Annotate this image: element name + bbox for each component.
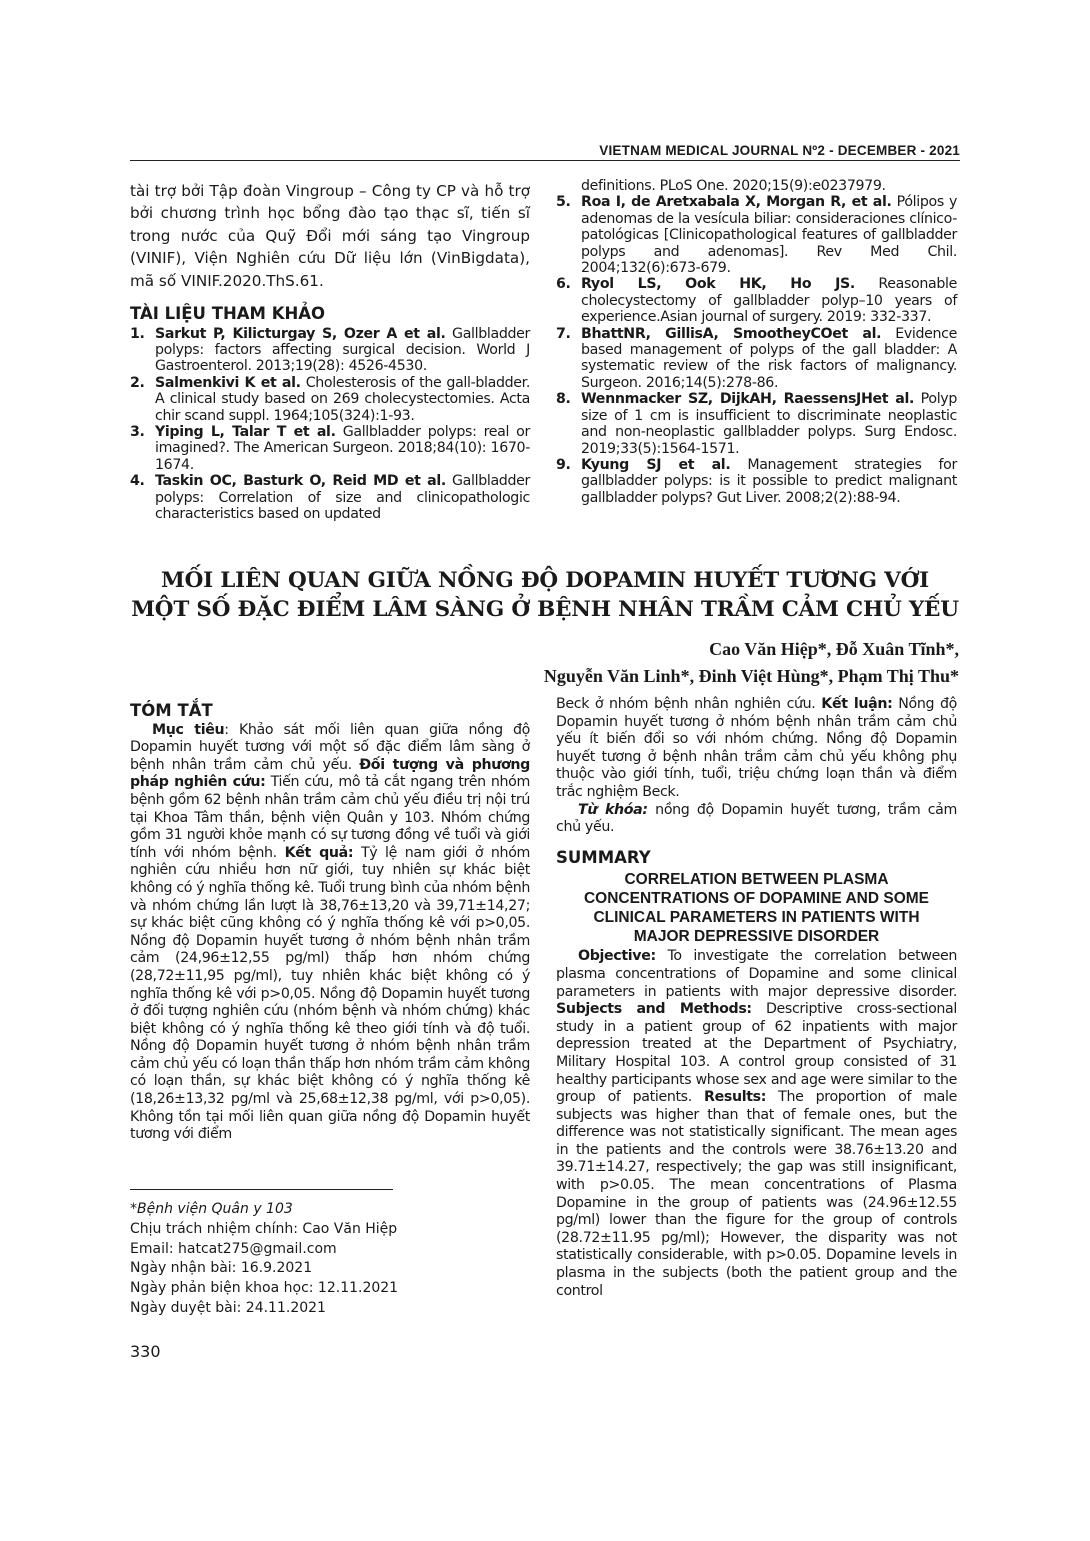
footnote-received: Ngày nhận bài: 16.9.2021 xyxy=(130,1260,313,1277)
abstract-vi-continuation: Beck ở nhóm bệnh nhân nghiên cứu. Kết luận: Nồng độ Dopamin huyết tương ở nhóm bệnh nhân trầm cảm chủ yếu ít biến đổi so với nhóm chứng. Nồng độ Dopamin huyết tương ở bệnh nhân trầm cảm chủ yếu không phụ thuộc vào giới tính, tuổi, triệu chứng loạn thần và điểm trắc nghiệm Beck. xyxy=(556,696,957,800)
abstract-en-column xyxy=(556,696,957,1300)
footnote-email: Email: hatcat275@gmail.com xyxy=(130,1240,337,1257)
footnote xyxy=(130,1200,530,1319)
article-title xyxy=(130,566,960,624)
reference-item: 6. Ryol LS, Ook HK, Ho JS. Reasonable cholecystectomy of gallbladder polyp–10 years of experience.Asian journal of surgery. 2019: 332-337. xyxy=(556,276,957,326)
keywords: Từ khóa: nồng độ Dopamin huyết tương, trầm cảm chủ yếu. xyxy=(556,801,957,836)
summary-heading: SUMMARY xyxy=(556,847,651,867)
abstract-vi-text: Mục tiêu: Khảo sát mối liên quan giữa nồng độ Dopamin huyết tương với một số đặc điểm lâm sàng ở bệnh nhân trầm cảm chủ yếu. Đối tượng và phương pháp nghiên cứu: Tiến cứu, mô tả cắt ngang trên nhóm bệnh gồm 62 bệnh nhân trầm cảm chủ yếu điều trị nội trú tại Khoa Tâm thần, bệnh viện Quân y 103. Nhóm chứng gồm 31 người khỏe mạnh có sự tương đồng về tuổi và giới tính với nhóm bệnh. Kết quả: Tỷ lệ nam giới ở nhóm nghiên cứu nhiều hơn nữ giới, tuy nhiên sự khác biệt không có ý nghĩa thống kê. Tuổi trung bình của nhóm bệnh và nhóm chứng lần lượt là 38,76±13,20 và 39,71±14,27; sự khác biệt cũng không có ý nghĩa thống kê với p>0,05. Nồng độ Dopamin huyết tương ở nhóm bệnh nhân trầm cảm (24,96±12,55 pg/ml) thấp hơn nhóm chứng (28,72±11,95 pg/ml), tuy nhiên khác biệt không có ý nghĩa thống kê với p>0,05. Nồng độ Dopamin huyết tương ở đối tượng nghiên cứu (nhóm bệnh và nhóm chứng) khác biệt không có ý nghĩa thống kê theo giới tính và độ tuổi. Nồng độ Dopamin huyết tương ở nhóm bệnh nhân trầm cảm chủ yếu có loạn thần thấp hơn nhóm trầm cảm không có loạn thần, sự khác biệt không có ý nghĩa thống kê (18,26±13,32 pg/ml và 25,68±12,38 pg/ml, với p>0,05). Không tồn tại mối liên quan giữa nồng độ Dopamin huyết tương với điểm xyxy=(130,721,531,1143)
abstract-vi-column xyxy=(130,702,530,1144)
article-authors xyxy=(544,636,959,690)
summary-title: CORRELATION BETWEEN PLASMA CONCENTRATIONS OF DOPAMINE AND SOME CLINICAL PARAMETERS IN PATIENTS WITH MAJOR DEPRESSIVE DISORDER xyxy=(583,871,930,946)
reference-item: 3. Yiping L, Talar T et al. Gallbladder polyps: real or imagined?. The American Surgeon. 2018;84(10): 1670-1674. xyxy=(130,424,530,473)
summary-text: Objective: To investigate the correlation between plasma concentrations of Dopamine and some clinical parameters in patients with major depressive disorder. Subjects and Methods: Descriptive cross-sectional study in a patient group of 62 inpatients with major depression treated at the Department of Psychiatry, Military Hospital 103. A control group consisted of 31 healthy participants whose sex and age were similar to the group of patients. Results: The proportion of male subjects was higher than that of female ones, but the difference was not statistically significant. The mean ages in the patients and the controls were 38.76±13.20 and 39.71±14.27, respectively; the gap was still insignificant, with p>0.05. The mean concentrations of Plasma Dopamine in the group of patients was (24.96±12.55 pg/ml) lower than the figure for the group of controls (28.72±11.95 pg/ml); However, the disparity was not statistically considerable, with p>0.05. Dopamine levels in plasma in the subjects (both the patient group and the control xyxy=(556,948,957,1299)
article-title-line: MỐI LIÊN QUAN GIỮA NỒNG ĐỘ DOPAMIN HUYẾT TƯƠNG VỚI xyxy=(161,568,929,593)
footnote-affiliation: *Bệnh viện Quân y 103 xyxy=(130,1201,293,1217)
reference-item: 8. Wennmacker SZ, DijkAH, RaessensJHet al. Polyp size of 1 cm is insufficient to discriminate neoplastic and non-neoplastic gallbladder polyps. Surg Endosc. 2019;33(5):1564-1571. xyxy=(556,391,958,457)
abstract-heading: TÓM TẮT xyxy=(130,701,213,720)
header-rule xyxy=(130,160,960,161)
reference-item: 4. Taskin OC, Basturk O, Reid MD et al. Gallbladder polyps: Correlation of size and clinicopathologic characteristics based on updated xyxy=(130,473,530,523)
page-number: 330 xyxy=(130,1342,161,1361)
reference-item: 9. Kyung SJ et al. Management strategies for gallbladder polyps: is it possible to predict malignant gallbladder polyps? Gut Liver. 2008;2(2):88-94. xyxy=(556,456,957,506)
reference-item: 5. Roa I, de Aretxabala X, Morgan R, et al. Pólipos y adenomas de la vesícula biliar: consideraciones clínico-patológicas [Clinicopathological features of gallbladder polyps and adenomas]. Rev Med Chil. 2004;132(6):673-679. xyxy=(556,194,958,277)
footnote-accepted: Ngày duyệt bài: 24.11.2021 xyxy=(130,1299,326,1316)
journal-header: VIETNAM MEDICAL JOURNAL Nº2 - DECEMBER - 2021 xyxy=(599,143,960,158)
footnote-responsible: Chịu trách nhiệm chính: Cao Văn Hiệp xyxy=(130,1220,398,1237)
footnote-reviewed: Ngày phản biện khoa học: 12.11.2021 xyxy=(130,1280,399,1297)
authors-line: Cao Văn Hiệp*, Đỗ Xuân Tĩnh*, xyxy=(709,639,959,659)
footnote-rule xyxy=(130,1189,393,1190)
article-title-line: MỘT SỐ ĐẶC ĐIỂM LÂM SÀNG Ở BỆNH NHÂN TRẦM CẢM CHỦ YẾU xyxy=(131,597,959,622)
top-left-column xyxy=(130,180,530,523)
references-heading: TÀI LIỆU THAM KHẢO xyxy=(130,304,326,324)
authors-line: Nguyễn Văn Linh*, Đinh Việt Hùng*, Phạm Thị Thu* xyxy=(543,666,959,686)
reference-continuation: definitions. PLoS One. 2020;15(9):e0237979. xyxy=(581,178,886,194)
reference-item: 2. Salmenkivi K et al. Cholesterosis of the gall-bladder. A clinical study based on 269 cholecystectomies. Acta chir scand suppl. 1964;105(324):1-93. xyxy=(130,374,530,424)
top-right-column xyxy=(556,178,957,506)
reference-item: 1. Sarkut P, Kilicturgay S, Ozer A et al. Gallbladder polyps: factors affecting surgical decision. World J Gastroenterol. 2013;19(28): 4526-4530. xyxy=(130,325,530,375)
funding-paragraph: tài trợ bởi Tập đoàn Vingroup – Công ty CP và hỗ trợ bởi chương trình học bổng đào tạo thạc sĩ, tiến sĩ trong nước của Quỹ Đổi mới sáng tạo Vingroup (VINIF), Viện Nghiên cứu Dữ liệu lớn (VinBigdata), mã số VINIF.2020.ThS.61. xyxy=(130,182,530,290)
reference-item: 7. BhattNR, GillisA, SmootheyCOet al. Evidence based management of polyps of the gall bladder: A systematic review of the risk factors of malignancy. Surgeon. 2016;14(5):278-86. xyxy=(556,325,957,391)
